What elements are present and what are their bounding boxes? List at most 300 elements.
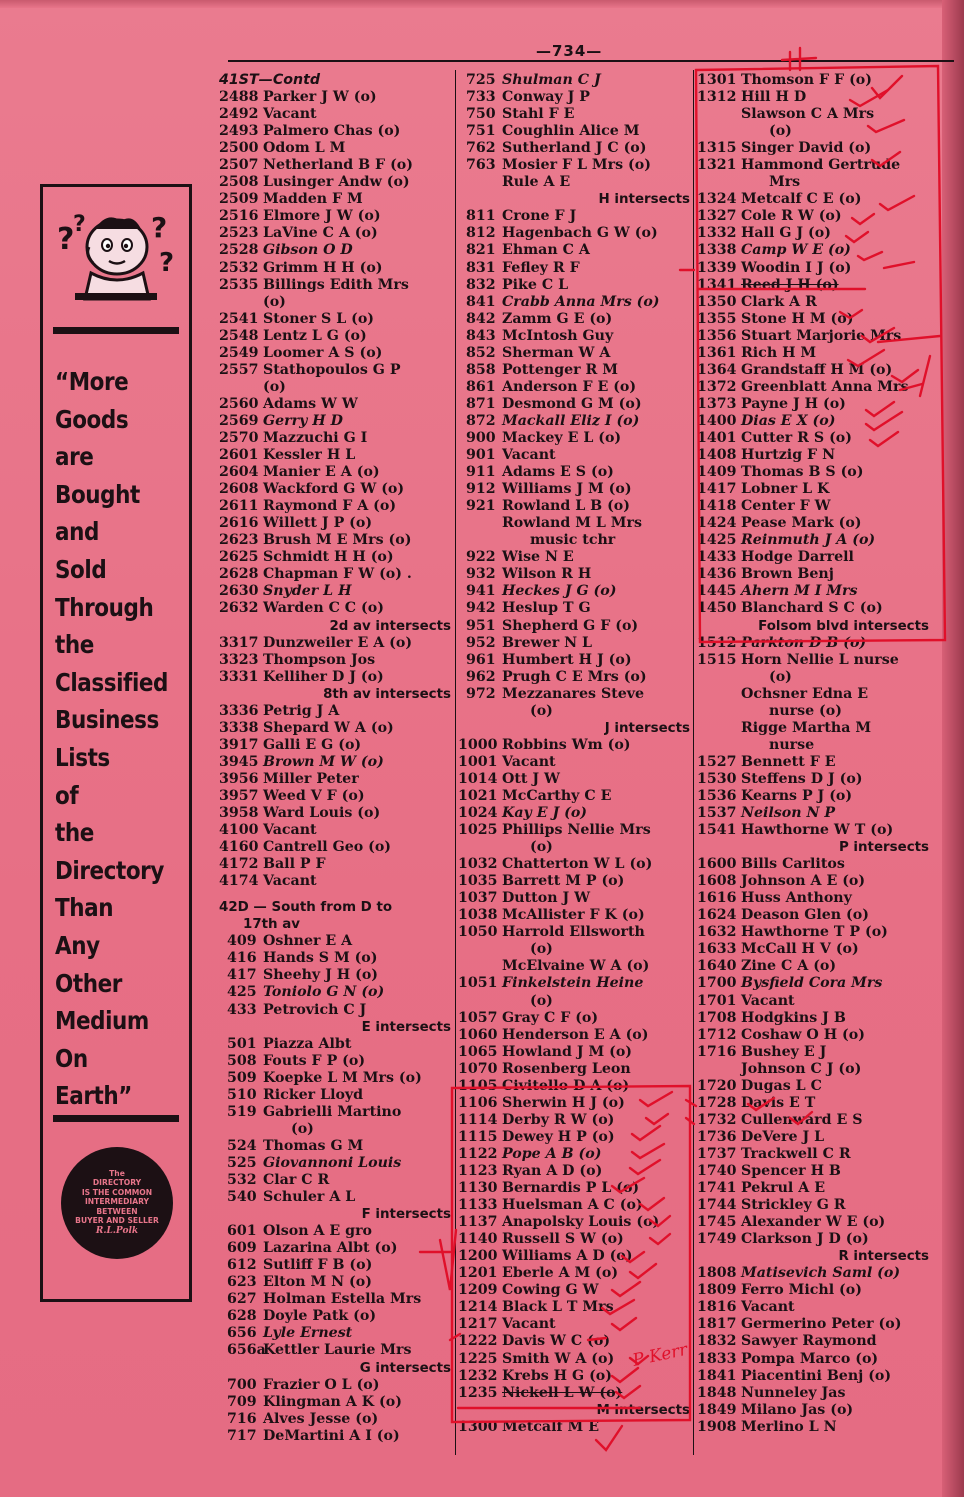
- listing-row: [697, 1419, 929, 1436]
- resident-name: Russell S W (o): [502, 1231, 624, 1248]
- listing-row: [458, 1010, 690, 1027]
- house-number: 3323: [219, 651, 259, 668]
- listing-row: [697, 225, 929, 242]
- ad-quote-line: Through: [55, 592, 154, 622]
- resident-name: Ward Louis (o): [263, 805, 381, 822]
- resident-name: Stuart Marjorie Mrs: [741, 327, 902, 344]
- house-number: 2570: [219, 429, 259, 446]
- house-number: 843: [466, 327, 496, 344]
- house-number: 861: [466, 378, 496, 395]
- house-number: 2509: [219, 191, 259, 208]
- seal-line: IS THE COMMON: [81, 1187, 153, 1197]
- house-number: 1324: [697, 191, 737, 208]
- resident-name: Dias E X (o): [741, 412, 836, 429]
- resident-name: Krebs H G (o): [502, 1367, 612, 1384]
- listing-row: [458, 1214, 690, 1231]
- resident-name: Wilson R H: [502, 566, 592, 583]
- resident-name: Petrig J A: [263, 702, 340, 719]
- house-number: 2628: [219, 566, 259, 583]
- page-number: —734—: [536, 42, 603, 60]
- listing-row: [458, 1385, 690, 1402]
- listing-row: [458, 1368, 690, 1385]
- resident-name: Rule A E: [502, 174, 571, 191]
- resident-name: Barrett M P (o): [502, 873, 625, 890]
- listing-row: [697, 72, 929, 89]
- listing-row: [697, 822, 929, 839]
- listing-row: [219, 1053, 451, 1070]
- listing-row: [219, 1223, 451, 1240]
- listing-row: [697, 924, 929, 941]
- listing-continuation: [458, 515, 690, 532]
- resident-name: Merlino L N: [741, 1418, 837, 1435]
- resident-name: Hawthorne T P (o): [741, 924, 888, 941]
- resident-name: Grandstaff H M (o): [741, 361, 893, 378]
- listing-row: [458, 618, 690, 635]
- house-number: 842: [466, 310, 496, 327]
- resident-name: Milano Jas (o): [741, 1401, 854, 1418]
- cross-street-intersects: J intersects: [604, 720, 690, 736]
- resident-name: Shepherd G F (o): [502, 617, 639, 634]
- listing-row: [458, 1419, 690, 1436]
- resident-name: Manier E A (o): [263, 464, 380, 481]
- house-number: 716: [227, 1410, 257, 1427]
- listing-row: [458, 788, 690, 805]
- house-number: 409: [227, 933, 257, 950]
- resident-name: Warden C C (o): [263, 600, 384, 617]
- listing-row: [458, 328, 690, 345]
- listing-row: [697, 1402, 929, 1419]
- listing-row: [697, 1333, 929, 1350]
- resident-name: Fouts F P (o): [263, 1052, 366, 1069]
- listing-row: [697, 754, 929, 771]
- listing-row: [697, 1214, 929, 1231]
- house-number: 1038: [458, 907, 498, 924]
- house-number: 425: [227, 984, 257, 1001]
- listing-row: [219, 822, 451, 839]
- house-number: 831: [466, 259, 496, 276]
- listing-row: [458, 277, 690, 294]
- listing-column-1: [219, 72, 451, 1445]
- resident-name: Prugh C E Mrs (o): [502, 668, 647, 685]
- listing-row: [219, 1240, 451, 1257]
- listing-row: [219, 396, 451, 413]
- house-number: 1232: [458, 1367, 498, 1384]
- resident-name: Strickley G R: [741, 1197, 846, 1214]
- house-number: 951: [466, 617, 496, 634]
- resident-name: Elmore J W (o): [263, 208, 381, 225]
- resident-name: Payne J H (o): [741, 395, 846, 412]
- listing-row: [697, 1351, 929, 1368]
- house-number: 1350: [697, 293, 737, 310]
- resident-name: Lyle Ernest: [263, 1325, 353, 1342]
- resident-name: Metcalf M E: [502, 1418, 600, 1435]
- listing-row: [219, 566, 451, 583]
- listing-row: [697, 907, 929, 924]
- listing-row: [219, 481, 451, 498]
- listing-row: [697, 379, 929, 396]
- resident-name: Frazier O L (o): [263, 1376, 380, 1393]
- house-number: 508: [227, 1052, 257, 1069]
- house-number: 1908: [697, 1418, 737, 1435]
- resident-name: Kessler H L: [263, 447, 356, 464]
- listing-row: [458, 1316, 690, 1333]
- resident-name: Sutliff F B (o): [263, 1257, 373, 1274]
- listing-row: [219, 583, 451, 600]
- house-number: 912: [466, 481, 496, 498]
- resident-name: Cowing G W: [502, 1282, 599, 1299]
- ad-quote-line: “More: [55, 367, 129, 396]
- listing-continuation: [458, 174, 690, 191]
- house-number: 1425: [697, 532, 737, 549]
- resident-name: Williams A D (o): [502, 1248, 633, 1265]
- resident-name: Civitello D A (o): [502, 1077, 630, 1094]
- listing-row: [219, 737, 451, 754]
- seal-line: BUYER AND SELLER: [75, 1216, 159, 1226]
- resident-name: McAllister F K (o): [502, 907, 645, 924]
- house-number: 2507: [219, 157, 259, 174]
- ad-quote-line: Business: [55, 705, 159, 735]
- house-number: 733: [466, 89, 496, 106]
- resident-name: Galli E G (o): [263, 736, 362, 753]
- house-number: 1749: [697, 1231, 737, 1248]
- resident-name: Pekrul A E: [741, 1180, 826, 1197]
- ad-quote-line: Earth”: [55, 1081, 132, 1111]
- house-number: 1114: [458, 1111, 498, 1128]
- house-number: 1060: [458, 1026, 498, 1043]
- ad-quote-line: are: [55, 442, 94, 472]
- listing-row: [697, 1368, 929, 1385]
- house-number: 532: [227, 1172, 257, 1188]
- house-number: 1740: [697, 1163, 737, 1179]
- listing-row: [219, 1138, 451, 1155]
- listing-row: [219, 839, 451, 856]
- house-number: 1608: [697, 873, 737, 890]
- resident-name: Matisevich Saml (o): [741, 1265, 901, 1282]
- listing-row: [458, 362, 690, 379]
- cross-street-intersects: 8th av intersects: [323, 686, 451, 702]
- listing-row: [458, 1129, 690, 1146]
- resident-name: DeVere J L: [741, 1128, 825, 1145]
- listing-row: [219, 498, 451, 515]
- listing-row: [697, 242, 929, 259]
- resident-name: Hammond Gertrude: [741, 157, 901, 174]
- listing-row: [697, 1163, 929, 1180]
- listing-row: [219, 703, 451, 720]
- resident-name: McCall H V (o): [741, 941, 859, 958]
- listing-row: [697, 1231, 929, 1248]
- listing-continuation: [697, 123, 929, 140]
- resident-name: Anderson F E (o): [502, 378, 637, 395]
- resident-name: Brown M W (o): [263, 753, 384, 770]
- listing-row: [697, 958, 929, 975]
- listing-row: [219, 1070, 451, 1087]
- resident-name: Williams J M (o): [502, 481, 632, 498]
- resident-name: (o): [769, 123, 792, 140]
- listing-row: [697, 890, 929, 907]
- house-number: 1527: [697, 753, 737, 770]
- house-number: 942: [466, 600, 496, 617]
- listing-row: [219, 788, 451, 805]
- page-right-edge: [942, 0, 964, 1497]
- listing-row: [219, 157, 451, 174]
- resident-name: Olson A E gro: [263, 1223, 373, 1240]
- resident-name: Clark A R: [741, 293, 817, 310]
- listing-row: [219, 242, 451, 259]
- house-number: 2528: [219, 242, 259, 259]
- resident-name: nurse: [769, 736, 815, 753]
- house-number: 519: [227, 1103, 257, 1120]
- listing-continuation: [219, 294, 451, 311]
- resident-name: Gabrielli Martino: [263, 1103, 402, 1120]
- resident-name: Hall G J (o): [741, 225, 831, 242]
- resident-name: Alves Jesse (o): [263, 1410, 379, 1427]
- ad-quote-line: the: [55, 630, 94, 660]
- listing-row: [697, 1197, 929, 1214]
- resident-name: Toniolo G N (o): [263, 984, 385, 1001]
- resident-name: Slawson C A Mrs: [741, 106, 875, 123]
- house-number: 628: [227, 1308, 257, 1325]
- listing-row: [219, 1155, 451, 1172]
- listing-row: [697, 600, 929, 617]
- resident-name: Petrovich C J: [263, 1001, 367, 1018]
- resident-name: DeMartini A I (o): [263, 1427, 400, 1444]
- ad-quote-line: Medium: [55, 1006, 149, 1036]
- house-number: 4174: [219, 873, 259, 890]
- listing-row: [697, 532, 929, 549]
- house-number: 3958: [219, 805, 259, 822]
- listing-row: [458, 771, 690, 788]
- resident-name: nurse (o): [769, 702, 842, 719]
- house-number: 433: [227, 1001, 257, 1018]
- house-number: 1373: [697, 395, 737, 412]
- listing-row: [458, 1112, 690, 1129]
- house-number: 2625: [219, 549, 259, 566]
- listing-continuation: [458, 703, 690, 720]
- listing-row: [697, 328, 929, 345]
- listing-row: [697, 1385, 929, 1402]
- resident-name: Miller Peter: [263, 770, 359, 787]
- resident-name: Woodin I J (o): [741, 259, 852, 276]
- house-number: 725: [466, 72, 496, 88]
- house-number: 1209: [458, 1282, 498, 1299]
- resident-name: Wackford G W (o): [263, 481, 405, 498]
- house-number: 1327: [697, 208, 737, 225]
- house-number: 1115: [458, 1128, 498, 1145]
- listing-row: [219, 1394, 451, 1411]
- house-number: 1057: [458, 1009, 498, 1026]
- listing-continuation: [697, 669, 929, 686]
- resident-name: Klingman A K (o): [263, 1393, 402, 1410]
- listing-continuation: [219, 1121, 451, 1138]
- resident-name: Phillips Nellie Mrs: [502, 822, 651, 839]
- house-number: 1436: [697, 566, 737, 583]
- cross-street-intersects: M intersects: [596, 1402, 690, 1418]
- resident-name: Bennett F E: [741, 753, 836, 770]
- listing-row: [697, 1078, 929, 1095]
- listing-row: [458, 1231, 690, 1248]
- resident-name: Henderson E A (o): [502, 1026, 649, 1043]
- resident-name: Willett J P (o): [263, 515, 373, 532]
- resident-name: Black L T Mrs: [502, 1299, 614, 1316]
- listing-row: [458, 225, 690, 242]
- listing-row: [458, 311, 690, 328]
- resident-name: Bills Carlitos: [741, 856, 845, 873]
- resident-name: Shulman C J: [502, 72, 601, 88]
- resident-name: Humbert H J (o): [502, 651, 632, 668]
- listing-row: [219, 447, 451, 464]
- resident-name: Billings Edith Mrs: [263, 276, 409, 293]
- resident-name: Brewer N L: [502, 634, 593, 651]
- listing-row: [697, 788, 929, 805]
- listing-row: [219, 1189, 451, 1206]
- listing-row: [458, 1248, 690, 1265]
- listing-row: [697, 498, 929, 515]
- listing-row: [458, 1078, 690, 1095]
- listing-row: [458, 549, 690, 566]
- resident-name: Davis W C (o): [502, 1333, 611, 1350]
- resident-name: Adams W W: [263, 395, 358, 412]
- listing-continuation: [697, 720, 929, 737]
- resident-name: Clarkson J D (o): [741, 1231, 869, 1248]
- resident-name: Pike C L: [502, 276, 569, 293]
- house-number: 1312: [697, 89, 737, 106]
- resident-name: Stoner S L (o): [263, 310, 375, 327]
- listing-row: [458, 447, 690, 464]
- house-number: 1051: [458, 975, 498, 992]
- resident-name: Greenblatt Anna Mrs: [741, 378, 909, 395]
- listing-row: [458, 1061, 690, 1078]
- listing-row: [458, 635, 690, 652]
- resident-name: (o): [530, 702, 553, 719]
- listing-row: [458, 157, 690, 174]
- house-number: 1201: [458, 1265, 498, 1282]
- listing-row: [697, 362, 929, 379]
- listing-row: [219, 1291, 451, 1308]
- resident-name: (o): [769, 668, 792, 685]
- resident-name: Holman Estella Mrs: [263, 1291, 422, 1308]
- resident-name: Johnson C J (o): [741, 1060, 862, 1077]
- house-number: 717: [227, 1427, 257, 1444]
- seal-line: DIRECTORY: [92, 1178, 142, 1188]
- resident-name: Schmidt H H (o): [263, 549, 394, 566]
- resident-name: Hagenbach G W (o): [502, 225, 658, 242]
- resident-name: Ball P F: [263, 856, 326, 873]
- listing-row: [458, 1282, 690, 1299]
- house-number: 1021: [458, 787, 498, 804]
- house-number: 1841: [697, 1367, 737, 1384]
- house-number: 1537: [697, 805, 737, 822]
- listing-row: [697, 1282, 929, 1299]
- header-rule: [228, 60, 954, 62]
- listing-row: [458, 1044, 690, 1061]
- house-number: 1530: [697, 770, 737, 787]
- listing-row: [219, 1172, 451, 1189]
- house-number: 2488: [219, 89, 259, 106]
- cross-street-intersects: F intersects: [361, 1207, 451, 1223]
- resident-name: Hurtzig F N: [741, 447, 836, 464]
- listing-continuation: [458, 941, 690, 958]
- house-number: 2632: [219, 600, 259, 617]
- house-number: 1741: [697, 1180, 737, 1197]
- street-heading: 42D — South from D to: [219, 900, 393, 916]
- resident-name: Dewey H P (o): [502, 1128, 615, 1145]
- listing-row: [458, 737, 690, 754]
- resident-name: McElvaine W A (o): [502, 958, 650, 975]
- house-number: 2560: [219, 395, 259, 412]
- listing-continuation: [458, 532, 690, 549]
- house-number: 656: [227, 1325, 257, 1342]
- listing-row: [697, 652, 929, 669]
- house-number: 750: [466, 106, 496, 123]
- listing-row: [458, 822, 690, 839]
- listing-row: [697, 635, 929, 652]
- resident-name: Anapolsky Louis (o): [502, 1214, 660, 1231]
- listing-continuation: [697, 1061, 929, 1078]
- resident-name: Sutherland J C (o): [502, 140, 647, 157]
- resident-name: McCarthy C E: [502, 787, 612, 804]
- resident-name: (o): [263, 378, 286, 395]
- house-number: 1701: [697, 992, 737, 1009]
- resident-name: Chatterton W L (o): [502, 856, 653, 873]
- listing-row: [458, 1095, 690, 1112]
- house-number: 1632: [697, 924, 737, 941]
- ad-quote-line: Other: [55, 968, 122, 998]
- house-number: 1720: [697, 1077, 737, 1094]
- house-number: 1105: [458, 1077, 498, 1094]
- svg-text:?: ?: [57, 222, 75, 257]
- house-number: 609: [227, 1240, 257, 1257]
- house-number: 932: [466, 566, 496, 583]
- listing-row: [458, 600, 690, 617]
- resident-name: Hodge Darrell: [741, 549, 854, 566]
- resident-name: music tchr: [530, 532, 616, 549]
- listing-row: [697, 583, 929, 600]
- resident-name: Parkton D B (o): [741, 634, 867, 651]
- cross-street-intersects: Folsom blvd intersects: [758, 618, 929, 634]
- house-number: 1728: [697, 1094, 737, 1111]
- svg-text:?: ?: [73, 212, 86, 237]
- resident-name: Heslup T G: [502, 600, 591, 617]
- house-number: 2604: [219, 464, 259, 481]
- house-number: 1332: [697, 225, 737, 242]
- listing-row: [458, 1180, 690, 1197]
- house-number: 1301: [697, 72, 737, 88]
- house-number: 524: [227, 1137, 257, 1154]
- resident-name: Coughlin Alice M: [502, 123, 640, 140]
- house-number: 525: [227, 1154, 257, 1171]
- resident-name: Rosenberg Leon: [502, 1060, 631, 1077]
- resident-name: Bushey E J: [741, 1043, 827, 1060]
- ad-divider-bottom: [53, 1115, 179, 1122]
- resident-name: (o): [263, 293, 286, 310]
- listing-row: [697, 1180, 929, 1197]
- house-number: 2611: [219, 498, 259, 515]
- house-number: 1424: [697, 515, 737, 532]
- resident-name: Snyder L H: [263, 583, 352, 600]
- house-number: 1225: [458, 1350, 498, 1367]
- house-number: 841: [466, 293, 496, 310]
- house-number: 852: [466, 344, 496, 361]
- listing-row: [219, 515, 451, 532]
- house-number: 2493: [219, 123, 259, 140]
- ad-quote-line: Directory: [55, 855, 164, 885]
- listing-row: [458, 1351, 690, 1368]
- listing-row: [219, 856, 451, 873]
- house-number: 1050: [458, 924, 498, 941]
- house-number: 1817: [697, 1316, 737, 1333]
- house-number: 1808: [697, 1265, 737, 1282]
- house-number: 1640: [697, 958, 737, 975]
